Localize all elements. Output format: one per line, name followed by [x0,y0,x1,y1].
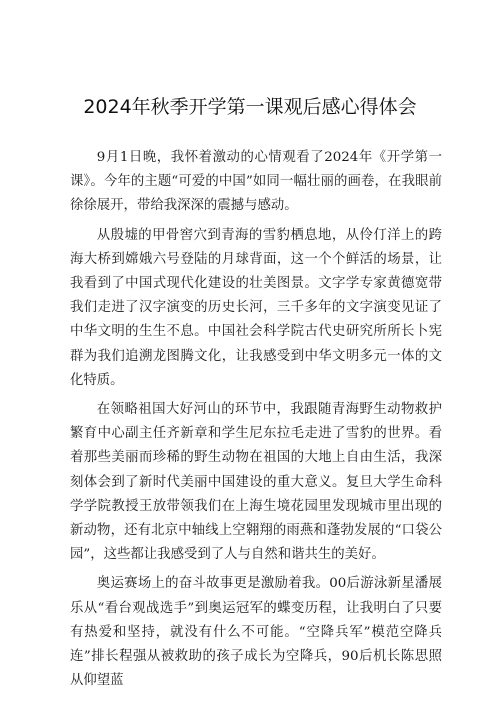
document-body [70,146,442,693]
paragraph-4: 奥运赛场上的奋斗故事更是激励着我。00后游泳新星潘展乐从“看台观战选手”到奥运冠军的蝶变历程，让我明白了只要有热爱和坚持，就没有什么不可能。“空降兵军”模范空降兵连”排长程强从被救助的孩子成长为空降兵，90后机长陈思照从仰望蓝 [70,576,442,689]
document-title: 2024年秋季开学第一课观后感心得体会 [83,96,417,118]
paragraph-3: 在领略祖国大好河山的环节中，我跟随青海野生动物救护繁育中心副主任齐新章和学生尼东拉毛走进了雪豹的世界。看着那些美丽而珍稀的野生动物在祖国的大地上自由生活，我深刻体会到了新时代美丽中国建设的重大意义。复旦大学生命科学学院教授王放带领我们在上海生境花园里发现城市里出现的新动物，还有北京中轴线上空翱翔的雨燕和蓬勃发展的“口袋公园”，这些都让我感受到了人与自然和谐共生的美好。 [70,402,442,563]
paragraph-1: 9月1日晚，我怀着激动的心情观看了2024年《开学第一课》。今年的主题“可爱的中国”如同一幅壮丽的画卷，在我眼前徐徐展开，带给我深深的震撼与感动。 [70,150,442,214]
paragraph-2: 从殷墟的甲骨窖穴到青海的雪豹栖息地，从伶仃洋上的跨海大桥到嫦娥六号登陆的月球背面，这一个个鲜活的场景，让我看到了中国式现代化建设的壮美图景。文字学专家黄德宽带我们走进了汉字演变的历史长河，三千多年的文字演变见证了中华文明的生生不息。中国社会科学院古代史研究所所长卜宪群为我们追溯龙图腾文化，让我感受到中华文明多元一体的文化特质。 [70,227,442,388]
